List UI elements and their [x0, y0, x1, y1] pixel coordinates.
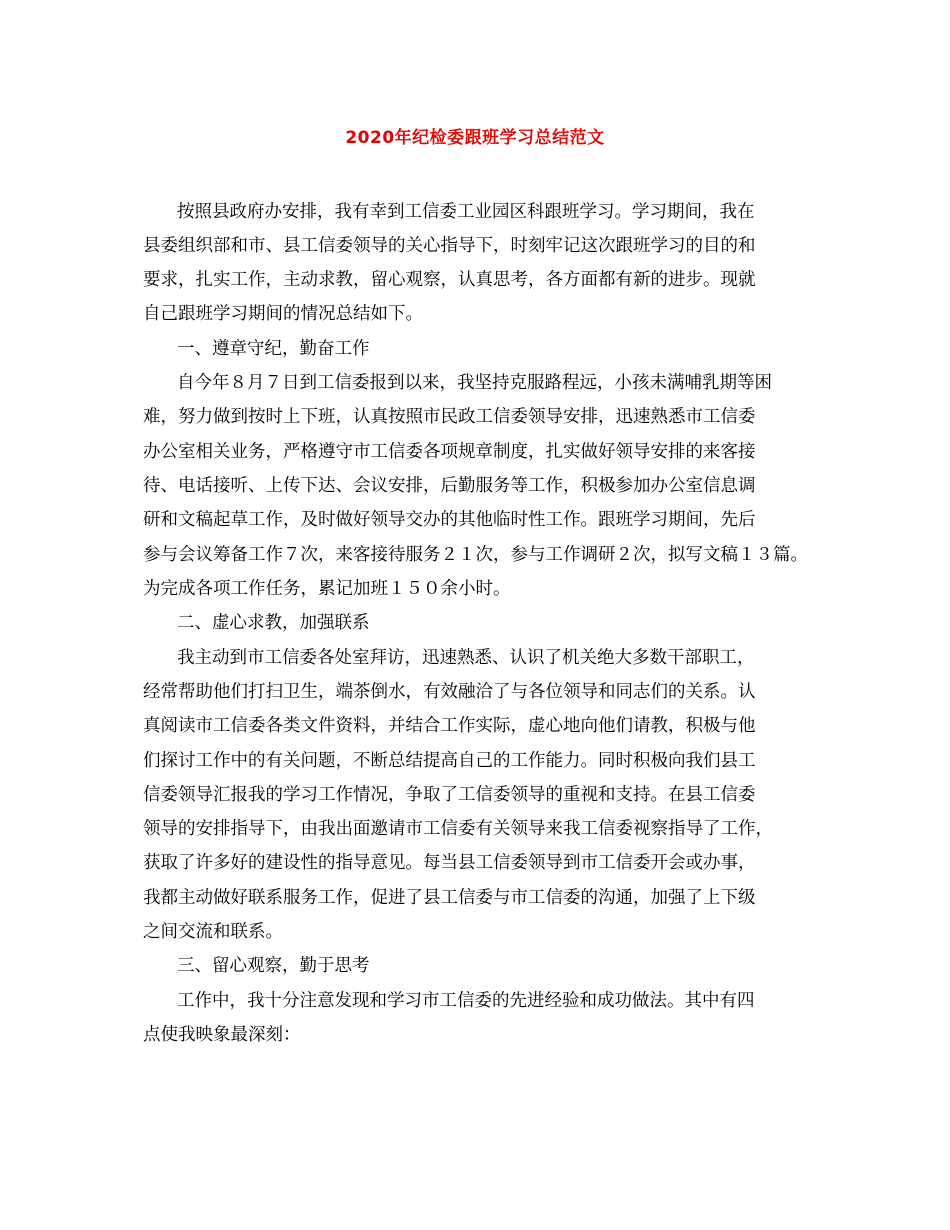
paragraph-line-17: 领导的安排指导下，由我出面邀请市工信委有关领导来我工信委视察指导了工作， [143, 819, 773, 839]
paragraph-line-21: 工作中，我十分注意发现和学习市工信委的先进经验和成功做法。其中有四 [177, 991, 755, 1011]
paragraph-line-15: 们探讨工作中的有关问题，不断总结提高自己的工作能力。同时积极向我们县工 [143, 751, 756, 771]
paragraph-line-12: 我主动到市工信委各处室拜访，迅速熟悉、认识了机关绝大多数干部职工， [177, 648, 755, 668]
document-title: 2020年纪检委跟班学习总结范文 [345, 128, 605, 148]
paragraph-line-22: 点使我映象最深刻： [143, 1025, 301, 1045]
paragraph-line-10: 参与会议筹备工作７次，来客接待服务２１次，参与工作调研２次，拟写文稿１３篇。 [143, 545, 808, 565]
paragraph-line-8: 待、电话接听、上传下达、会议安排，后勤服务等工作，积极参加办公室信息调 [143, 476, 756, 496]
paragraph-line-11: 为完成各项工作任务，累记加班１５０余小时。 [143, 579, 511, 599]
paragraph-line-19: 我都主动做好联系服务工作，促进了县工信委与市工信委的沟通，加强了上下级 [143, 888, 756, 908]
paragraph-line-20: 之间交流和联系。 [143, 922, 283, 942]
paragraph-line-7: 办公室相关业务，严格遵守市工信委各项规章制度，扎实做好领导安排的来客接 [143, 442, 756, 462]
paragraph-line-6: 难，努力做到按时上下班，认真按照市民政工信委领导安排，迅速熟悉市工信委 [143, 407, 756, 427]
paragraph-line-3: 要求，扎实工作，主动求教，留心观察，认真思考，各方面都有新的进步。现就 [143, 270, 756, 290]
paragraph-line-5: 自今年８月７日到工信委报到以来，我坚持克服路程远，小孩未满哺乳期等困 [177, 373, 772, 393]
section-heading-2: 二、虚心求教，加强联系 [177, 613, 370, 633]
paragraph-line-18: 获取了许多好的建设性的指导意见。每当县工信委领导到市工信委开会或办事， [143, 853, 756, 873]
paragraph-line-9: 研和文稿起草工作，及时做好领导交办的其他临时性工作。跟班学习期间，先后 [143, 510, 756, 530]
paragraph-line-13: 经常帮助他们打扫卫生，端茶倒水，有效融洽了与各位领导和同志们的关系。认 [143, 682, 756, 702]
paragraph-line-2: 县委组织部和市、县工信委领导的关心指导下，时刻牢记这次跟班学习的目的和 [143, 236, 756, 256]
section-heading-1: 一、遵章守纪，勤奋工作 [177, 339, 370, 359]
section-heading-3: 三、留心观察，勤于思考 [177, 956, 370, 976]
paragraph-line-1: 按照县政府办安排，我有幸到工信委工业园区科跟班学习。学习期间，我在 [177, 202, 755, 222]
paragraph-line-4: 自己跟班学习期间的情况总结如下。 [143, 304, 423, 324]
paragraph-line-16: 信委领导汇报我的学习工作情况，争取了工信委领导的重视和支持。在县工信委 [143, 785, 756, 805]
paragraph-line-14: 真阅读市工信委各类文件资料，并结合工作实际，虚心地向他们请教，积极与他 [143, 716, 756, 736]
